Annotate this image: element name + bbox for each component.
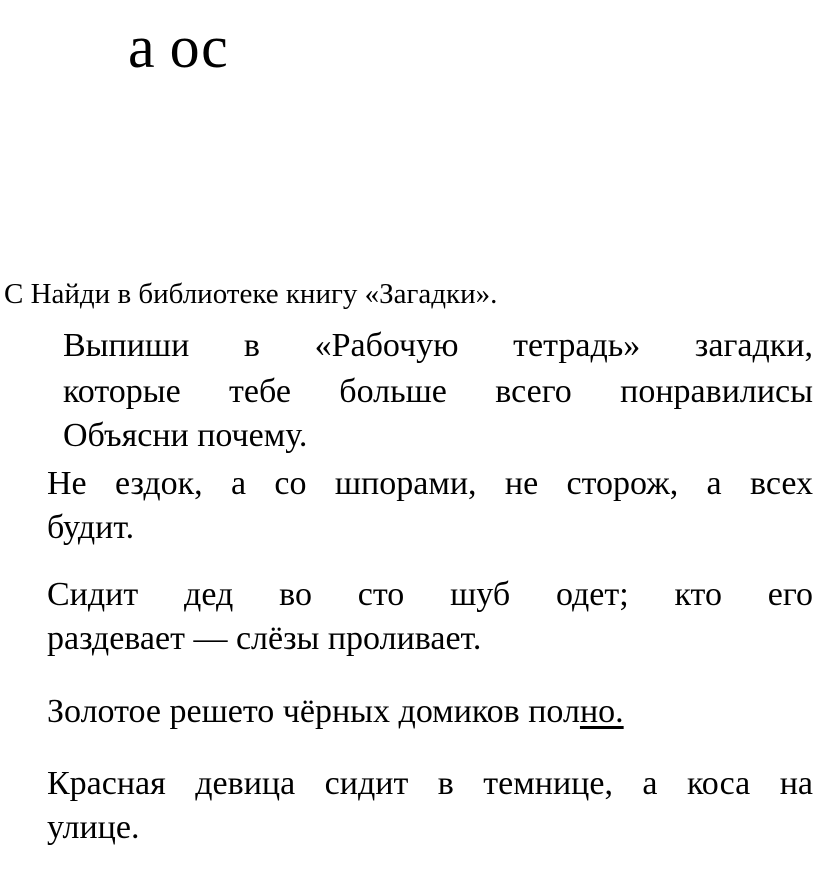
riddle-3-line	[47, 690, 624, 734]
riddle-3-text: Золотое решето чёрных домиков пол	[47, 693, 580, 730]
riddle-1-line-2: будит.	[47, 509, 135, 546]
instruction-line-1: Выпиши в «Рабочую тетрадь» загадки,	[63, 327, 813, 364]
riddle-2-line-1: Сидит дед во сто шуб одет; кто его	[47, 576, 813, 613]
riddle-3-underlined-text: но.	[579, 693, 624, 730]
instruction-line-2: которые тебе больше всего понравилисы	[63, 373, 813, 410]
riddle-1-line-1: Не ездок, а со шпорами, не сторож, а всех	[47, 465, 813, 502]
instruction-line-3: Объясни почему.	[63, 417, 308, 454]
riddle-4-line-1: Красная девица сидит в темнице, а коса на	[47, 765, 813, 802]
riddle-2-line-2: раздевает — слёзы проливает.	[47, 620, 482, 657]
task-line: С Найди в библиотеке книгу «Загадки».	[4, 278, 498, 310]
page-heading: а ос	[128, 14, 228, 80]
riddle-4-line-2: улице.	[47, 809, 140, 846]
